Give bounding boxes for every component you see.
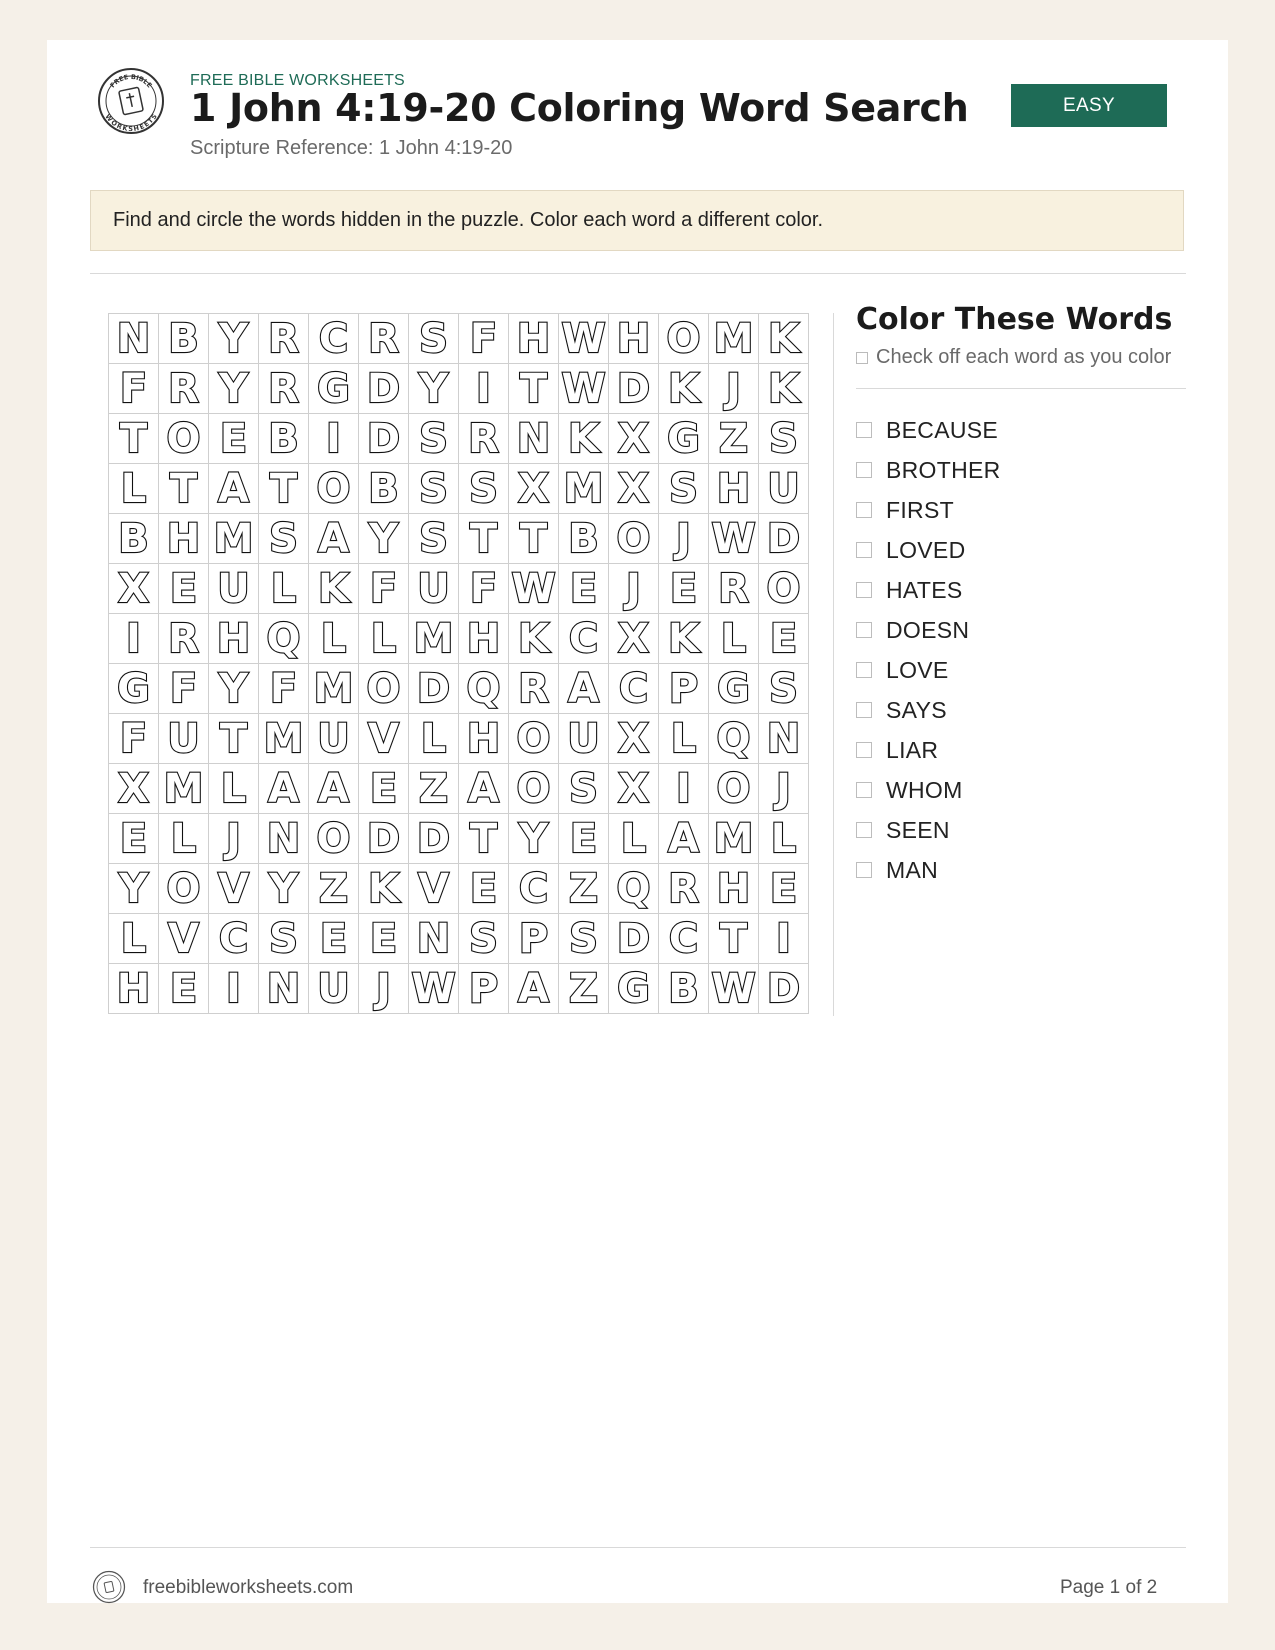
grid-cell[interactable]: P [509,914,559,964]
grid-cell[interactable]: A [309,764,359,814]
grid-cell[interactable]: M [709,814,759,864]
grid-cell[interactable]: M [709,314,759,364]
grid-cell[interactable]: U [309,964,359,1014]
word-checkbox[interactable] [856,702,872,718]
grid-cell[interactable]: Z [559,864,609,914]
grid-cell[interactable]: S [459,914,509,964]
grid-cell[interactable]: U [309,714,359,764]
word-checkbox[interactable] [856,862,872,878]
logo-text-top: FREE BIBLE [108,72,154,90]
grid-cell[interactable]: M [259,714,309,764]
grid-cell[interactable]: E [759,864,809,914]
grid-cell[interactable]: E [359,764,409,814]
grid-cell[interactable]: R [259,314,309,364]
grid-cell[interactable]: O [359,664,409,714]
word-checkbox[interactable] [856,462,872,478]
grid-cell[interactable]: B [659,964,709,1014]
grid-cell[interactable]: A [659,814,709,864]
grid-cell[interactable]: K [559,414,609,464]
word-label: HATES [886,576,963,603]
word-checkbox[interactable] [856,662,872,678]
grid-cell[interactable]: L [409,714,459,764]
grid-cell[interactable]: F [159,664,209,714]
grid-cell[interactable]: B [109,514,159,564]
word-label: LOVED [886,536,966,563]
grid-cell[interactable]: H [459,614,509,664]
grid-cell[interactable]: I [459,364,509,414]
grid-cell[interactable]: M [159,764,209,814]
word-list-subtitle [856,346,1171,369]
grid-cell[interactable]: T [259,464,309,514]
grid-cell[interactable]: O [159,864,209,914]
grid-cell[interactable]: O [709,764,759,814]
page-number: Page 1 of 2 [1060,1577,1158,1598]
grid-cell[interactable]: X [109,764,159,814]
grid-cell[interactable]: W [709,964,759,1014]
grid-cell[interactable]: I [309,414,359,464]
page-title: 1 John 4:19-20 Coloring Word Search [190,86,969,130]
grid-cell[interactable]: P [459,964,509,1014]
word-list-subtitle-text: Check off each word as you color [876,346,1172,368]
grid-cell[interactable]: X [509,464,559,514]
grid-cell[interactable]: J [759,764,809,814]
header-divider [90,273,1186,274]
grid-cell[interactable]: G [109,664,159,714]
grid-cell[interactable]: J [359,964,409,1014]
grid-cell[interactable]: A [209,464,259,514]
grid-cell[interactable]: O [159,414,209,464]
column-divider [833,313,834,1016]
word-checkbox[interactable] [856,542,872,558]
grid-cell[interactable]: J [609,564,659,614]
book-icon [119,87,144,115]
word-checkbox[interactable] [856,582,872,598]
grid-cell[interactable]: D [759,514,809,564]
grid-cell[interactable]: K [759,314,809,364]
logo-text-bottom: WORKSHEETS [103,112,159,134]
grid-cell[interactable]: S [659,464,709,514]
grid-cell[interactable]: R [159,614,209,664]
word-item [856,410,1001,450]
grid-cell[interactable]: S [409,414,459,464]
grid-cell[interactable]: S [409,314,459,364]
grid-cell[interactable]: B [359,464,409,514]
grid-cell[interactable]: Q [459,664,509,714]
word-checkbox[interactable] [856,622,872,638]
word-label: WHOM [886,776,963,803]
grid-cell[interactable]: Y [109,864,159,914]
grid-cell[interactable]: A [509,964,559,1014]
grid-cell[interactable]: T [459,514,509,564]
footer-url[interactable]: freebibleworksheets.com [143,1577,354,1598]
grid-cell[interactable]: N [409,914,459,964]
grid-cell[interactable]: Y [209,314,259,364]
grid-cell[interactable]: W [559,364,609,414]
grid-cell[interactable]: T [709,914,759,964]
grid-cell[interactable]: Y [359,514,409,564]
grid-cell[interactable]: E [559,564,609,614]
grid-cell[interactable]: U [759,464,809,514]
grid-cell[interactable]: J [659,514,709,564]
grid-cell[interactable]: C [309,314,359,364]
grid-cell[interactable]: E [209,414,259,464]
grid-cell[interactable]: G [609,964,659,1014]
grid-cell[interactable]: U [209,564,259,614]
word-search-grid [108,313,809,1014]
grid-cell[interactable]: V [409,864,459,914]
grid-cell[interactable]: D [609,914,659,964]
grid-cell[interactable]: D [409,814,459,864]
word-checkbox[interactable] [856,742,872,758]
word-item [856,610,1001,650]
grid-cell[interactable]: L [209,764,259,814]
grid-cell[interactable]: L [109,914,159,964]
grid-cell[interactable]: X [609,464,659,514]
grid-cell[interactable]: L [709,614,759,664]
grid-cell[interactable]: H [709,864,759,914]
word-checkbox[interactable] [856,422,872,438]
grid-cell[interactable]: S [759,664,809,714]
word-label: BROTHER [886,456,1001,483]
grid-cell[interactable]: I [209,964,259,1014]
grid-cell[interactable]: D [359,814,409,864]
grid-cell[interactable]: H [709,464,759,514]
grid-cell[interactable]: L [159,814,209,864]
grid-cell[interactable]: G [309,364,359,414]
grid-cell[interactable]: F [109,714,159,764]
grid-cell[interactable]: D [359,414,409,464]
grid-cell[interactable]: S [759,414,809,464]
worksheet-page [47,40,1228,1603]
grid-cell[interactable]: S [259,514,309,564]
grid-cell[interactable]: N [509,414,559,464]
grid-cell[interactable]: F [459,314,509,364]
grid-cell[interactable]: N [759,714,809,764]
grid-cell[interactable]: J [209,814,259,864]
grid-cell[interactable]: K [759,364,809,414]
grid-cell[interactable]: X [109,564,159,614]
grid-cell[interactable]: G [709,664,759,714]
grid-cell[interactable]: C [209,914,259,964]
grid-cell[interactable]: O [509,764,559,814]
word-item [856,810,1001,850]
grid-cell[interactable]: W [509,564,559,614]
grid-cell[interactable]: Z [309,864,359,914]
word-item [856,450,1001,490]
grid-cell[interactable]: T [459,814,509,864]
word-item [856,530,1001,570]
grid-cell[interactable]: O [309,814,359,864]
word-label: SEEN [886,816,950,843]
grid-cell[interactable]: E [459,864,509,914]
word-label: LOVE [886,656,949,683]
grid-cell[interactable]: D [759,964,809,1014]
grid-cell[interactable]: X [609,414,659,464]
free-bible-worksheets-logo [97,67,165,135]
grid-cell[interactable]: R [359,314,409,364]
grid-cell[interactable]: O [509,714,559,764]
grid-cell[interactable]: K [659,614,709,664]
grid-cell[interactable]: I [109,614,159,664]
grid-cell[interactable]: N [109,314,159,364]
grid-cell[interactable]: Q [609,864,659,914]
grid-cell[interactable]: A [559,664,609,714]
grid-cell[interactable]: K [359,864,409,914]
grid-cell[interactable]: S [409,514,459,564]
grid-cell[interactable]: N [259,814,309,864]
grid-cell[interactable]: M [409,614,459,664]
grid-cell[interactable]: X [609,614,659,664]
grid-cell[interactable]: R [709,564,759,614]
grid-cell[interactable]: E [559,814,609,864]
grid-cell[interactable]: Y [509,814,559,864]
footer-logo [92,1570,126,1604]
grid-cell[interactable]: B [559,514,609,564]
grid-cell[interactable]: S [409,464,459,514]
word-label: FIRST [886,496,954,523]
grid-cell[interactable]: U [159,714,209,764]
grid-cell[interactable]: M [309,664,359,714]
grid-cell[interactable]: J [709,364,759,414]
grid-cell[interactable]: M [209,514,259,564]
grid-cell[interactable]: I [659,764,709,814]
grid-cell[interactable]: H [109,964,159,1014]
grid-cell[interactable]: R [659,864,709,914]
grid-cell[interactable]: R [259,364,309,414]
word-label: LIAR [886,736,939,763]
grid-cell[interactable]: E [159,964,209,1014]
grid-cell[interactable]: L [659,714,709,764]
footer-divider [90,1547,1186,1548]
grid-cell[interactable]: K [659,364,709,414]
grid-cell[interactable]: E [659,564,709,614]
word-list-divider [856,388,1186,389]
grid-cell[interactable]: E [759,614,809,664]
grid-cell[interactable]: T [109,414,159,464]
grid-cell[interactable]: D [359,364,409,414]
word-item [856,570,1001,610]
grid-cell[interactable]: M [559,464,609,514]
word-item [856,490,1001,530]
grid-cell[interactable]: Z [709,414,759,464]
grid-cell[interactable]: Y [209,364,259,414]
grid-cell[interactable]: F [109,364,159,414]
grid-cell[interactable]: C [609,664,659,714]
grid-cell[interactable]: A [259,764,309,814]
grid-cell[interactable]: F [359,564,409,614]
grid-cell[interactable]: U [409,564,459,614]
grid-cell[interactable]: D [609,364,659,414]
grid-cell[interactable]: O [309,464,359,514]
grid-cell[interactable]: V [209,864,259,914]
grid-cell[interactable]: R [159,364,209,414]
grid-cell[interactable]: A [459,764,509,814]
word-list [856,410,1001,890]
instructions-text: Find and circle the words hidden in the puzzle. Color each word a different color. [113,209,824,231]
word-item [856,730,1001,770]
grid-cell[interactable]: W [709,514,759,564]
word-checkbox[interactable] [856,502,872,518]
grid-cell[interactable]: S [559,764,609,814]
grid-cell[interactable]: F [459,564,509,614]
grid-cell[interactable]: C [559,614,609,664]
grid-cell[interactable]: Z [409,764,459,814]
grid-cell[interactable]: H [459,714,509,764]
grid-cell[interactable]: U [559,714,609,764]
word-label: MAN [886,856,939,883]
grid-cell[interactable]: E [309,914,359,964]
grid-cell[interactable]: V [359,714,409,764]
grid-cell[interactable]: V [159,914,209,964]
scripture-reference: Scripture Reference: 1 John 4:19-20 [190,137,513,159]
grid-cell[interactable]: K [309,564,359,614]
word-list-title: Color These Words [856,302,1173,337]
grid-cell[interactable]: C [659,914,709,964]
grid-cell[interactable]: T [159,464,209,514]
grid-cell[interactable]: B [259,414,309,464]
grid-cell[interactable]: C [509,864,559,914]
word-item [856,850,1001,890]
grid-cell[interactable]: P [659,664,709,714]
grid-cell[interactable]: O [609,514,659,564]
grid-cell[interactable]: Z [559,964,609,1014]
word-label: BECAUSE [886,416,999,443]
grid-cell[interactable]: O [659,314,709,364]
grid-cell[interactable]: L [309,614,359,664]
word-item [856,690,1001,730]
grid-cell[interactable]: L [609,814,659,864]
grid-cell[interactable]: B [159,314,209,364]
grid-cell[interactable]: Y [209,664,259,714]
word-item [856,770,1001,810]
grid-cell[interactable]: X [609,714,659,764]
grid-cell[interactable]: T [509,364,559,414]
grid-cell[interactable]: L [759,814,809,864]
word-item [856,650,1001,690]
grid-cell[interactable]: O [759,564,809,614]
grid-cell[interactable]: R [459,414,509,464]
grid-cell[interactable]: L [109,464,159,514]
grid-cell[interactable]: K [509,614,559,664]
word-label: SAYS [886,696,947,723]
grid-cell[interactable]: Q [709,714,759,764]
grid-cell[interactable]: H [159,514,209,564]
grid-cell[interactable]: T [509,514,559,564]
word-checkbox[interactable] [856,782,872,798]
grid-cell[interactable]: G [659,414,709,464]
grid-cell[interactable]: W [409,964,459,1014]
word-checkbox[interactable] [856,822,872,838]
grid-cell[interactable]: A [309,514,359,564]
brand-name: FREE BIBLE WORKSHEETS [190,72,405,89]
grid-cell[interactable]: E [359,914,409,964]
grid-cell[interactable]: H [609,314,659,364]
grid-cell[interactable]: E [159,564,209,614]
checkbox-icon [856,352,868,364]
grid-cell[interactable]: S [459,464,509,514]
grid-cell[interactable]: X [609,764,659,814]
instructions-box [90,190,1184,251]
grid-cell[interactable]: R [509,664,559,714]
grid-cell[interactable]: Q [259,614,309,664]
grid-cell[interactable]: L [259,564,309,614]
grid-cell[interactable]: D [409,664,459,714]
grid-cell[interactable]: H [209,614,259,664]
grid-cell[interactable]: E [109,814,159,864]
grid-cell[interactable]: L [359,614,409,664]
grid-cell[interactable]: I [759,914,809,964]
grid-cell[interactable]: W [559,314,609,364]
grid-cell[interactable]: S [559,914,609,964]
grid-cell[interactable]: Y [259,864,309,914]
grid-cell[interactable]: S [259,914,309,964]
word-label: DOESN [886,616,970,643]
grid-cell[interactable]: H [509,314,559,364]
grid-cell[interactable]: F [259,664,309,714]
grid-cell[interactable]: T [209,714,259,764]
difficulty-badge: EASY [1011,84,1167,127]
grid-cell[interactable]: N [259,964,309,1014]
grid-cell[interactable]: Y [409,364,459,414]
